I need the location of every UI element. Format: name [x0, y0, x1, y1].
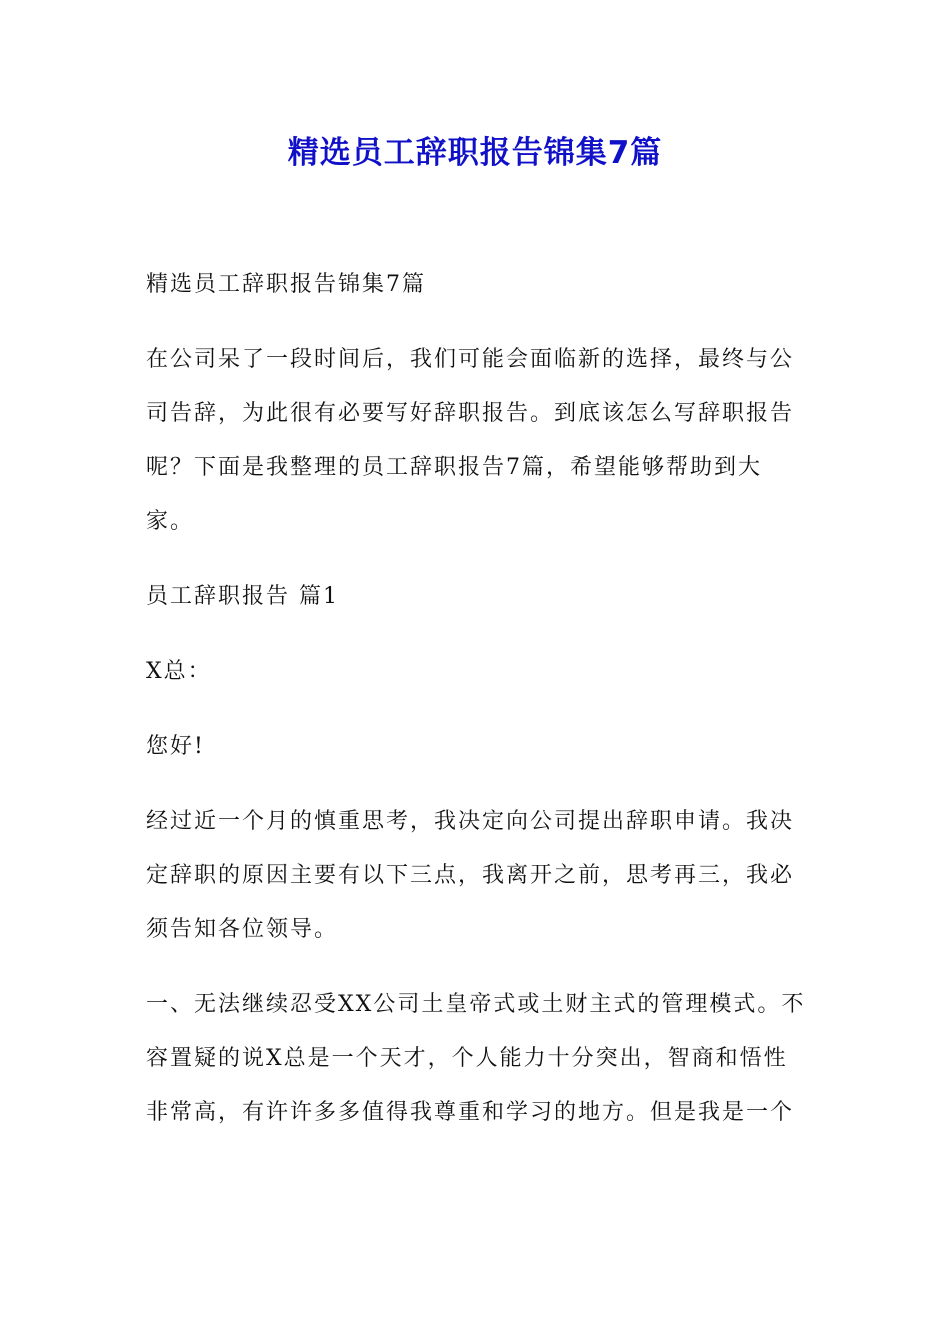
intro-paragraph: 在公司呆了一段时间后，我们可能会面临新的选择，最终与公司告辞，为此很有必要写好辞职报告。到底该怎么写辞职报告呢？下面是我整理的员工辞职报告7篇，希望能够帮助到大家。: [146, 347, 795, 534]
section-heading: 员工辞职报告 篇1: [146, 584, 339, 609]
salutation: X总：: [146, 659, 212, 684]
document-title: 精选员工辞职报告锦集7篇: [287, 135, 663, 171]
document-body: [146, 258, 808, 1161]
subtitle-paragraph: 精选员工辞职报告锦集7篇: [146, 272, 426, 297]
body-paragraph: 一、无法继续忍受XX公司土皇帝式或土财主式的管理模式。不容置疑的说X总是一个天才，个人能力十分突出，智商和悟性非常高，有许许多多值得我尊重和学习的地方。但是我是一个: [146, 992, 806, 1125]
body-paragraph: 经过近一个月的慎重思考，我决定向公司提出辞职申请。我决定辞职的原因主要有以下三点，我离开之前，思考再三，我必须告知各位领导。: [146, 809, 795, 942]
greeting: 您好!: [146, 734, 205, 759]
